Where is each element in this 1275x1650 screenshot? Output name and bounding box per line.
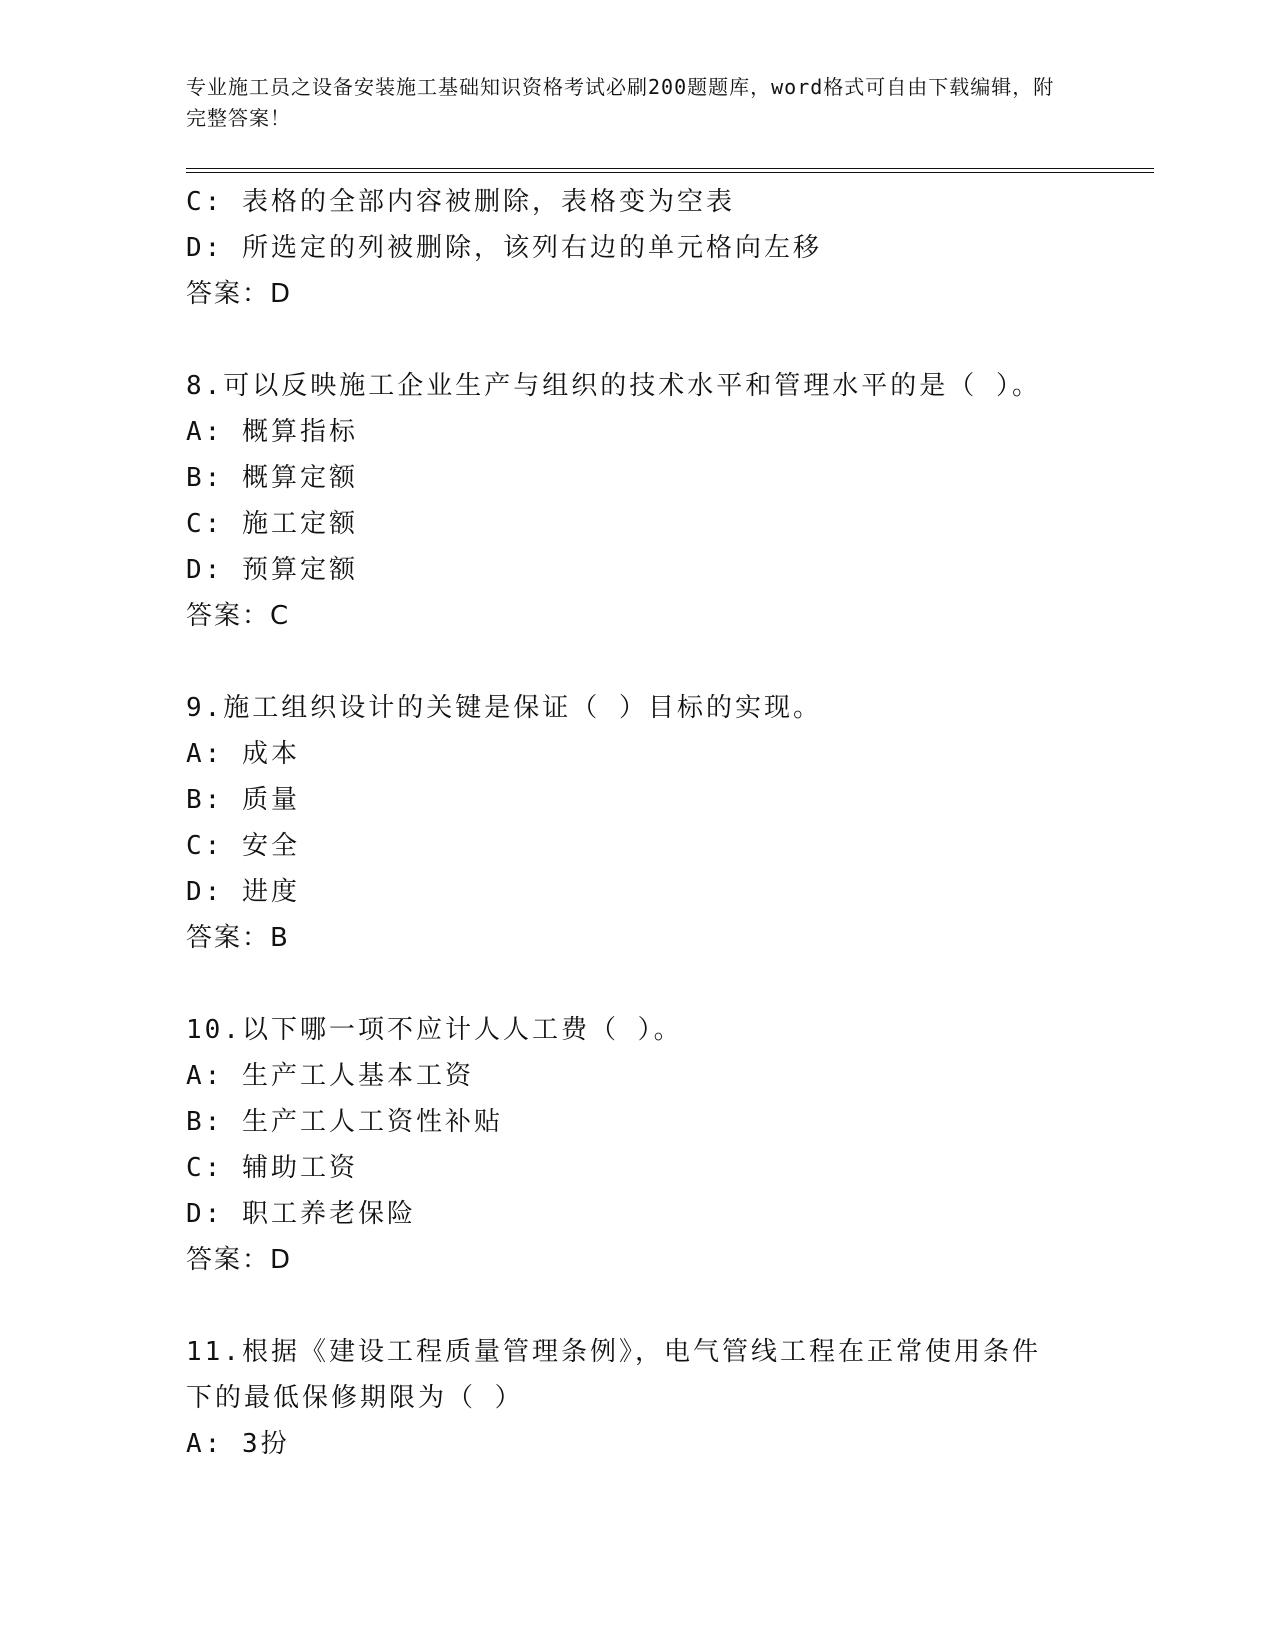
question-text: 8.可以反映施工企业生产与组织的技术水平和管理水平的是（ ）。 — [186, 371, 1041, 401]
header-divider — [186, 168, 1154, 173]
answer-line: 答案：D — [186, 1245, 293, 1275]
blank-line — [186, 317, 1146, 363]
blank-line — [186, 1283, 1146, 1329]
option-line: B: 概算定额 — [186, 463, 358, 493]
question-list — [186, 179, 1146, 1467]
blank-line — [186, 961, 1146, 1007]
option-line: C: 辅助工资 — [186, 1153, 358, 1183]
document-page — [186, 72, 1146, 1467]
option-line: D: 所选定的列被删除，该列右边的单元格向左移 — [186, 233, 822, 263]
header-divider-line-bottom — [186, 172, 1154, 173]
option-line: A: 生产工人基本工资 — [186, 1061, 474, 1091]
document-header: 专业施工员之设备安装施工基础知识资格考试必刷200题题库，word格式可自由下载编辑，附完整答案！ — [186, 75, 1055, 130]
question-text: 11.根据《建设工程质量管理条例》，电气管线工程在正常使用条件下的最低保修期限为（ ） — [186, 1337, 1041, 1413]
option-line: C: 安全 — [186, 831, 300, 861]
option-line: A: 成本 — [186, 739, 300, 769]
blank-line — [186, 639, 1146, 685]
option-line: C: 施工定额 — [186, 509, 358, 539]
option-line: A: 概算指标 — [186, 417, 358, 447]
option-line: D: 进度 — [186, 877, 300, 907]
option-line: A: 3扮 — [186, 1429, 290, 1459]
question-text: 10.以下哪一项不应计人人工费（ ）。 — [186, 1015, 683, 1045]
option-line: B: 质量 — [186, 785, 300, 815]
option-line: C: 表格的全部内容被删除，表格变为空表 — [186, 187, 735, 217]
answer-line: 答案：D — [186, 279, 293, 309]
header-divider-line-top — [186, 168, 1154, 169]
option-line: D: 预算定额 — [186, 555, 358, 585]
question-text: 9.施工组织设计的关键是保证（ ）目标的实现。 — [186, 693, 822, 723]
answer-line: 答案：B — [186, 923, 290, 953]
answer-line: 答案：C — [186, 601, 291, 631]
option-line: B: 生产工人工资性补贴 — [186, 1107, 503, 1137]
option-line: D: 职工养老保险 — [186, 1199, 416, 1229]
